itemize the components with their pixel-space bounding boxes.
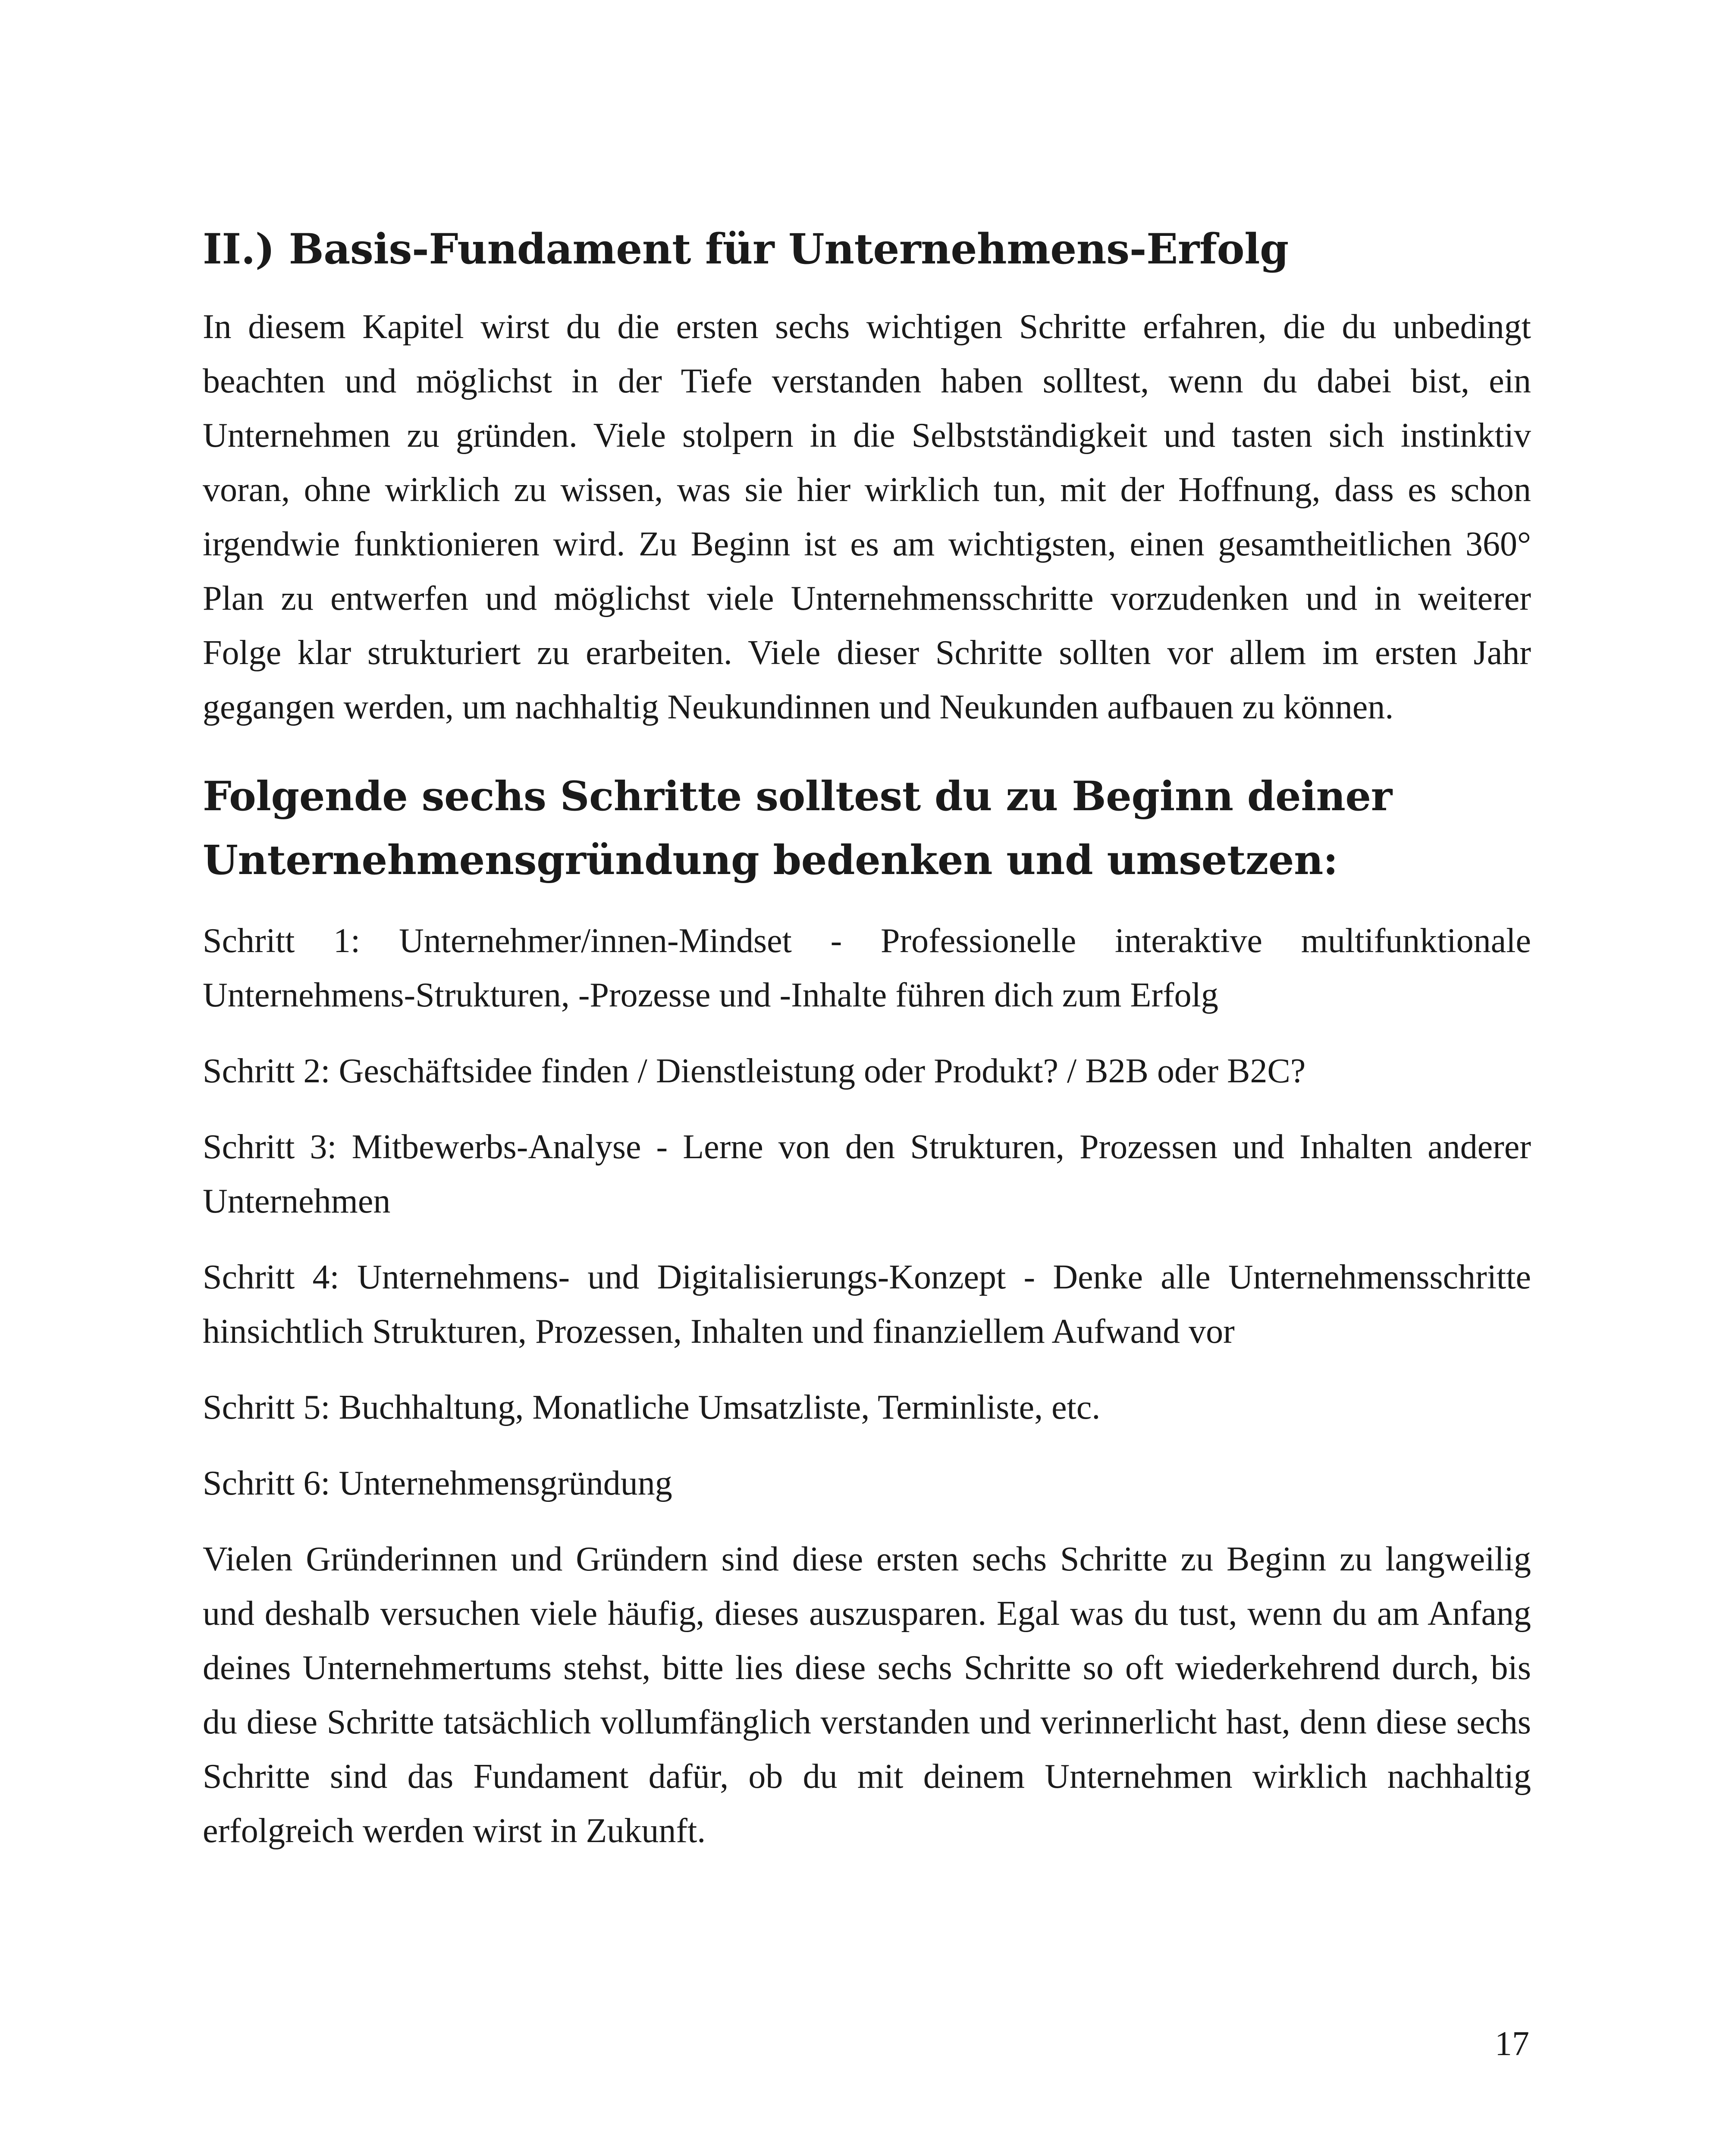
page-number: 17 (1495, 2025, 1529, 2063)
step-item-5: Schritt 5: Buchhaltung, Monatliche Umsatzliste, Terminliste, etc. (203, 1388, 1101, 1427)
step-item-3: Schritt 3: Mitbewerbs-Analyse - Lerne von den Strukturen, Prozessen und Inhalten anderer Unternehmen (203, 1128, 1531, 1221)
step-item-1: Schritt 1: Unternehmer/innen-Mindset - Professionelle interaktive multifunktionale Unternehmens-Strukturen, -Prozesse und -Inhalte führen dich zum Erfolg (203, 922, 1531, 1015)
step-item-6: Schritt 6: Unternehmensgründung (203, 1464, 672, 1503)
step-item-4: Schritt 4: Unternehmens- und Digitalisierungs-Konzept - Denke alle Unternehmensschritte hinsichtlich Strukturen, Prozessen, Inhalten und finanziellem Aufwand vor (203, 1258, 1531, 1351)
chapter-title: II.) Basis-Fundament für Unternehmens-Erfolg (203, 225, 1289, 273)
closing-paragraph: Vielen Gründerinnen und Gründern sind diese ersten sechs Schritte zu Beginn zu langweilig und deshalb versuchen viele häufig, dieses auszusparen. Egal was du tust, wenn du am Anfang deines Unternehmertums stehst, bitte lies diese sechs Schritte so oft wiederkehrend durch, bis du diese Schritte tatsächlich vollumfänglich verstanden und verinnerlicht hast, denn diese sechs Schritte sind das Fundament dafür, ob du mit deinem Unternehmen wirklich nachhaltig erfolgreich werden wirst in Zukunft. (203, 1540, 1531, 1850)
step-item-2: Schritt 2: Geschäftsidee finden / Dienstleistung oder Produkt? / B2B oder B2C? (203, 1052, 1306, 1091)
section-title: Folgende sechs Schritte solltest du zu Beginn deiner Unternehmensgründung bedenken und umsetzen: (203, 773, 1392, 884)
intro-paragraph: In diesem Kapitel wirst du die ersten sechs wichtigen Schritte erfahren, die du unbedingt beachten und möglichst in der Tiefe verstanden haben solltest, wenn du dabei bist, ein Unternehmen zu gründen. Viele stolpern in die Selbstständigkeit und tasten sich instinktiv voran, ohne wirklich zu wissen, was sie hier wirklich tun, mit der Hoffnung, dass es schon irgendwie funktionieren wird. Zu Beginn ist es am wichtigsten, einen gesamtheitlichen 360° Plan zu entwerfen und möglichst viele Unternehmensschritte vorzudenken und in weiterer Folge klar strukturiert zu erarbeiten. Viele dieser Schritte sollten vor allem im ersten Jahr gegangen werden, um nachhaltig Neukundinnen und Neukunden aufbauen zu können. (203, 308, 1531, 727)
step-list (203, 914, 1531, 1510)
document-page (203, 224, 1531, 1858)
